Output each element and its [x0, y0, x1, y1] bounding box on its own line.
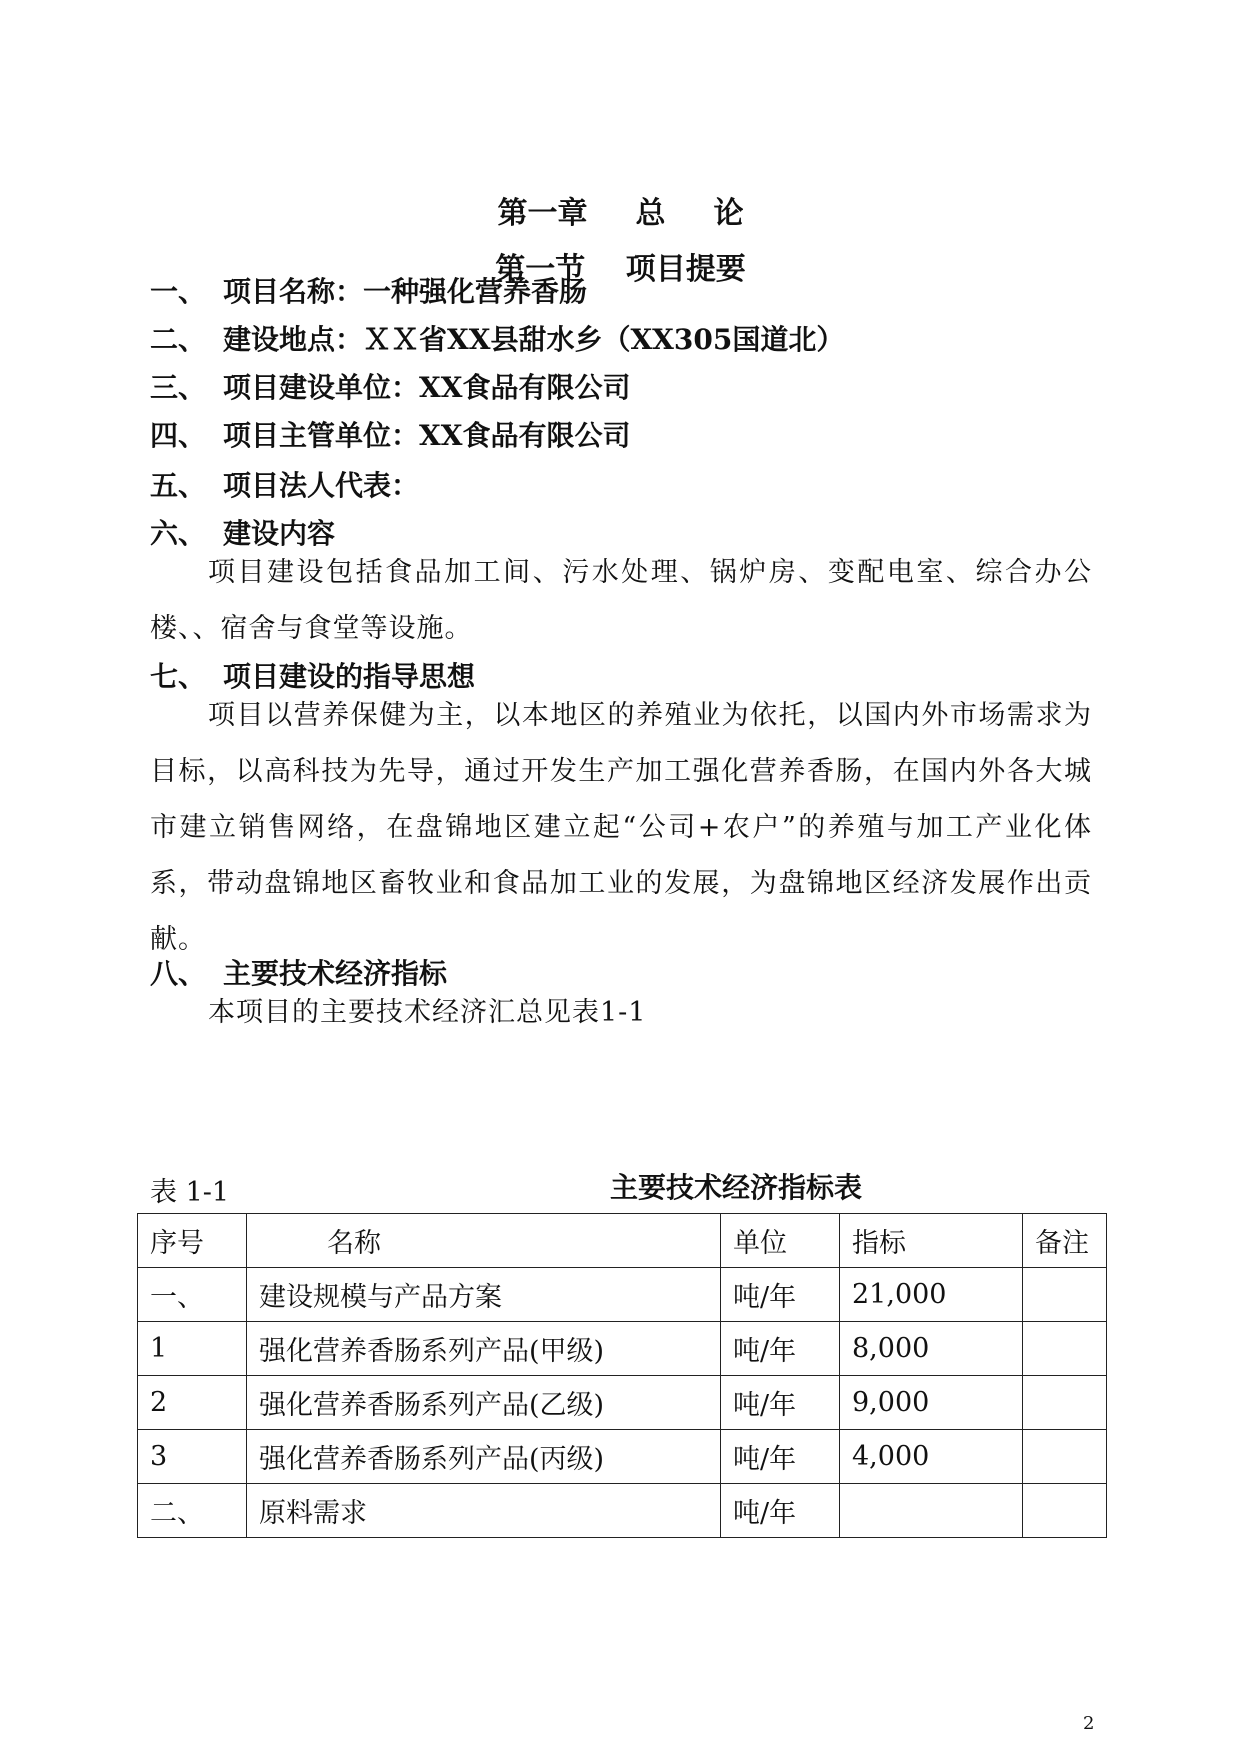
cell-indicator: 4,000 [840, 1430, 1023, 1484]
header-unit: 单位 [721, 1214, 840, 1268]
item-number: 一、 [150, 275, 207, 308]
cell-serial: 二、 [138, 1484, 247, 1538]
table-row [138, 1376, 1107, 1430]
header-remarks: 备注 [1023, 1214, 1107, 1268]
item-legal-rep [150, 464, 419, 504]
chapter-title [0, 188, 1241, 232]
item-number: 三、 [150, 371, 207, 404]
cell-remarks [1023, 1322, 1107, 1376]
item-number: 六、 [150, 517, 207, 550]
cell-serial: 1 [138, 1322, 247, 1376]
header-indicator: 指标 [840, 1214, 1023, 1268]
item-number: 二、 [150, 323, 207, 356]
cell-unit: 吨/年 [721, 1268, 840, 1322]
cell-name: 强化营养香肠系列产品(乙级) [247, 1376, 721, 1430]
table-title: 主要技术经济指标表 [610, 1171, 863, 1204]
item-builder [150, 366, 630, 406]
cell-indicator [840, 1484, 1023, 1538]
cell-remarks [1023, 1268, 1107, 1322]
cell-unit: 吨/年 [721, 1484, 840, 1538]
item-text: 建设内容 [223, 517, 336, 550]
item-text: 项目名称：一种强化营养香肠 [223, 275, 588, 308]
chapter-number: 第一章 [497, 196, 588, 231]
table-row [138, 1268, 1107, 1322]
cell-name: 强化营养香肠系列产品(甲级) [247, 1322, 721, 1376]
cell-indicator: 9,000 [840, 1376, 1023, 1430]
guiding-paragraph: 项目以营养保健为主，以本地区的养殖业为依托，以国内外市场需求为目标，以高科技为先导，通过开发生产加工强化营养香肠，在国内外各大城市建立销售网络，在盘锦地区建立起“公司+农户”的养殖与加工产业化体系，带动盘锦地区畜牧业和食品加工业的发展，为盘锦地区经济发展作出贡献。 [150, 700, 1092, 955]
cell-serial: 一、 [138, 1268, 247, 1322]
cell-remarks [1023, 1376, 1107, 1430]
item-number: 五、 [150, 469, 207, 502]
item-text: 项目法人代表： [223, 469, 420, 502]
header-name: 名称 [247, 1214, 721, 1268]
item-text: 建设地点：ＸＸ省XX县甜水乡（XX305国道北） [223, 323, 845, 356]
cell-unit: 吨/年 [721, 1430, 840, 1484]
item-text: 项目建设的指导思想 [223, 660, 476, 693]
cell-serial: 2 [138, 1376, 247, 1430]
page-number: 2 [1083, 1713, 1095, 1734]
indicators-table [137, 1213, 1107, 1538]
table-row [138, 1322, 1107, 1376]
item-supervisor [150, 414, 630, 454]
chapter-title-char2: 论 [713, 196, 744, 231]
cell-name: 强化营养香肠系列产品(丙级) [247, 1430, 721, 1484]
item-location [150, 318, 844, 358]
item-number: 七、 [150, 660, 207, 693]
item-text: 主要技术经济指标 [223, 957, 448, 990]
table-label: 表 1-1 [150, 1177, 230, 1208]
cell-unit: 吨/年 [721, 1376, 840, 1430]
cell-remarks [1023, 1430, 1107, 1484]
construction-paragraph: 项目建设包括食品加工间、污水处理、锅炉房、变配电室、综合办公楼、、宿舍与食堂等设施。 [150, 557, 1092, 644]
item-text: 项目主管单位：XX食品有限公司 [223, 419, 631, 452]
summary-paragraph: 本项目的主要技术经济汇总见表1-1 [208, 997, 647, 1028]
item-number: 四、 [150, 419, 207, 452]
item-text: 项目建设单位：XX食品有限公司 [223, 371, 631, 404]
header-serial: 序号 [138, 1214, 247, 1268]
cell-name: 建设规模与产品方案 [247, 1268, 721, 1322]
cell-unit: 吨/年 [721, 1322, 840, 1376]
cell-indicator: 8,000 [840, 1322, 1023, 1376]
cell-serial: 3 [138, 1430, 247, 1484]
chapter-title-char1: 总 [635, 196, 666, 231]
cell-name: 原料需求 [247, 1484, 721, 1538]
cell-indicator: 21,000 [840, 1268, 1023, 1322]
table-row [138, 1484, 1107, 1538]
item-number: 八、 [150, 957, 207, 990]
section-title: 第一节 项目提要 [495, 252, 746, 287]
table-row [138, 1430, 1107, 1484]
item-project-name [150, 270, 587, 310]
cell-remarks [1023, 1484, 1107, 1538]
table-header-row [138, 1214, 1107, 1268]
